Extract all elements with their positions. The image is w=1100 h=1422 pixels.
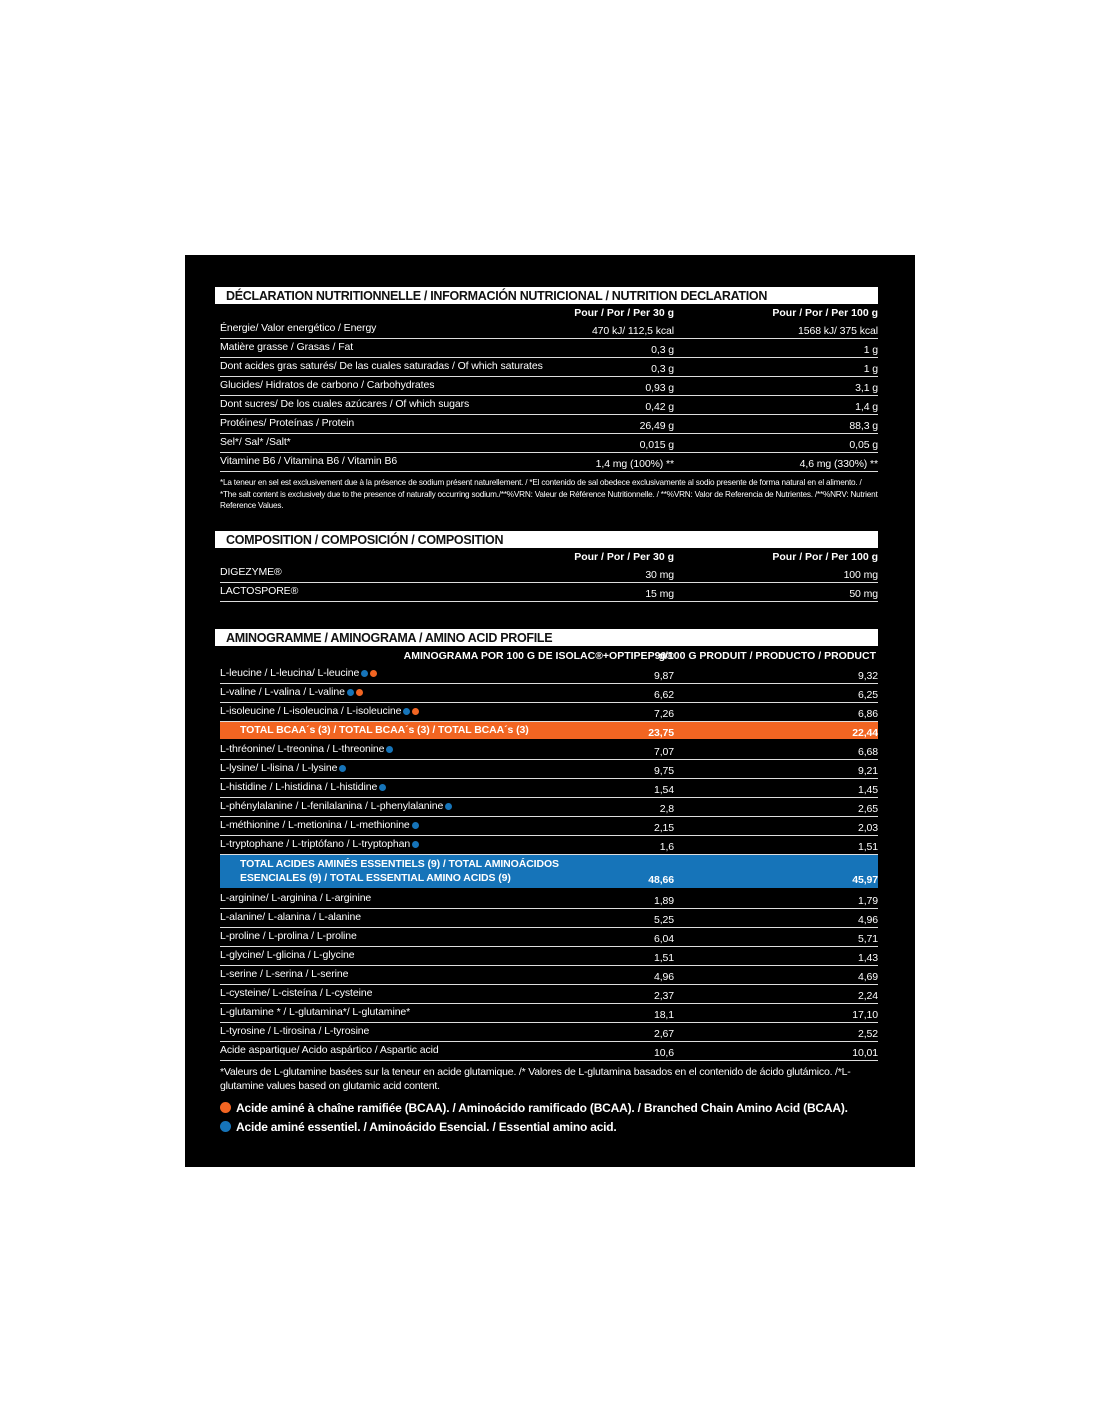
orange-dot-icon bbox=[412, 708, 419, 715]
blue-dot-icon bbox=[403, 708, 410, 715]
row-label bbox=[220, 758, 346, 778]
row-value-col1: 2,15 bbox=[653, 822, 674, 834]
orange-dot-icon bbox=[356, 689, 363, 696]
row-value-col2: 10,01 bbox=[852, 1047, 878, 1059]
row-value-col2: 6,25 bbox=[857, 689, 878, 701]
legend-essential-text: Acide aminé essentiel. / Aminoácido Esencial. / Essential amino acid. bbox=[236, 1120, 617, 1134]
row-value-col1: 4,96 bbox=[653, 971, 674, 983]
amino-acid-name: L-arginine/ L-arginina / L-arginine bbox=[220, 892, 372, 904]
blue-dot-icon bbox=[412, 841, 419, 848]
row-label: Énergie/ Valor energético / Energy bbox=[220, 322, 377, 334]
blue-dot-icon bbox=[386, 746, 393, 753]
row-value-col2: 9,32 bbox=[857, 670, 878, 682]
amino-acid-name: L-lysine/ L-lisina / L-lysine bbox=[220, 762, 338, 774]
blue-dot-icon bbox=[347, 689, 354, 696]
row-value-col1: 2,8 bbox=[659, 803, 674, 815]
table-row bbox=[220, 1042, 878, 1061]
row-label bbox=[220, 663, 377, 683]
row-value-col1: 0,3 g bbox=[651, 363, 674, 375]
row-value-col1: 5,25 bbox=[653, 914, 674, 926]
legend-essential bbox=[220, 1118, 878, 1137]
amino-acid-name: L-histidine / L-histidina / L-histidine bbox=[220, 781, 378, 793]
row-value-col1: 10,6 bbox=[653, 1047, 674, 1059]
row-value-col1: 9,75 bbox=[653, 765, 674, 777]
row-value-col1: 18,1 bbox=[653, 1009, 674, 1021]
composition-column-headers bbox=[215, 548, 878, 564]
amino-acid-name: L-tyrosine / L-tirosina / L-tyrosine bbox=[220, 1025, 370, 1037]
row-value-col2: 4,96 bbox=[857, 914, 878, 926]
row-label bbox=[220, 1021, 369, 1041]
amino-acid-name: L-proline / L-prolina / L-proline bbox=[220, 930, 357, 942]
row-value-col2: 88,3 g bbox=[849, 420, 878, 432]
row-label: Sel*/ Sal* /Salt* bbox=[220, 436, 291, 448]
amino-acid-name: TOTAL BCAA´s (3) / TOTAL BCAA´s (3) / TOTAL BCAA´s (3) bbox=[240, 724, 529, 736]
total-row-orange bbox=[220, 722, 878, 739]
row-label: Dont acides gras saturés/ De las cuales saturadas / Of which saturates bbox=[220, 360, 543, 372]
row-value-col2: 1,51 bbox=[857, 841, 878, 853]
row-label bbox=[220, 682, 363, 702]
row-value-col2: 22,44 bbox=[852, 727, 878, 739]
row-value-col2: 2,65 bbox=[857, 803, 878, 815]
row-value-col1: 7,26 bbox=[653, 708, 674, 720]
row-value-col2: 0,05 g bbox=[849, 439, 878, 451]
amino-section bbox=[215, 629, 878, 1137]
row-value-col1: 23,75 bbox=[648, 727, 674, 739]
row-label bbox=[220, 907, 361, 927]
row-label bbox=[220, 701, 419, 721]
row-value-col1: 48,66 bbox=[648, 874, 674, 886]
amino-footnote: *Valeurs de L-glutamine basées sur la teneur en acide glutamique. /* Valores de L-glutamina basados en el contenido de ácido glutámico. /*L-glutamine values based on glutamic acid content. bbox=[220, 1066, 851, 1092]
nutrition-table bbox=[215, 320, 878, 472]
row-value-col1: 1,4 mg (100%) ** bbox=[595, 458, 674, 470]
row-label bbox=[220, 815, 419, 835]
amino-acid-name: L-alanine/ L-alanina / L-alanine bbox=[220, 911, 361, 923]
row-label bbox=[240, 720, 529, 740]
blue-dot-icon bbox=[379, 784, 386, 791]
row-value-col1: 15 mg bbox=[645, 588, 674, 600]
col-per-100g-isolac: AMINOGRAMA POR 100 G DE ISOLAC®+OPTIPEP90® bbox=[403, 650, 674, 662]
row-value-col2: 2,52 bbox=[857, 1028, 878, 1040]
total-row-blue bbox=[220, 855, 878, 888]
row-value-col1: 9,87 bbox=[653, 670, 674, 682]
row-label: Matière grasse / Grasas / Fat bbox=[220, 341, 354, 353]
row-label bbox=[220, 1040, 439, 1060]
composition-table bbox=[215, 564, 878, 602]
blue-dot-icon bbox=[339, 765, 346, 772]
row-value-col1: 2,37 bbox=[653, 990, 674, 1002]
row-value-col1: 0,015 g bbox=[639, 439, 674, 451]
row-value-col1: 0,3 g bbox=[651, 344, 674, 356]
col-per-100g: Pour / Por / Per 100 g bbox=[772, 307, 878, 319]
col-per-100g: Pour / Por / Per 100 g bbox=[772, 551, 878, 563]
amino-table bbox=[215, 665, 878, 1061]
amino-acid-name: L-serine / L-serina / L-serine bbox=[220, 968, 349, 980]
row-label bbox=[220, 739, 393, 759]
blue-dot-icon bbox=[412, 822, 419, 829]
legend-bcaa-text: Acide aminé à chaîne ramifiée (BCAA). / Aminoácido ramificado (BCAA). / Branched Chain Amino Acid (BCAA). bbox=[236, 1101, 848, 1115]
col-per-100g-product: g/100 G PRODUIT / PRODUCTO / PRODUCT bbox=[658, 650, 876, 662]
row-label bbox=[220, 945, 355, 965]
row-value-col2: 100 mg bbox=[843, 569, 878, 581]
row-value-col2: 1,4 g bbox=[855, 401, 878, 413]
amino-acid-name: L-isoleucine / L-isoleucina / L-isoleucine bbox=[220, 705, 402, 717]
row-value-col2: 2,03 bbox=[857, 822, 878, 834]
amino-acid-name: L-thréonine/ L-treonina / L-threonine bbox=[220, 743, 385, 755]
col-per-30g: Pour / Por / Per 30 g bbox=[574, 551, 674, 563]
row-value-col1: 6,62 bbox=[653, 689, 674, 701]
composition-section bbox=[215, 531, 878, 602]
amino-acid-name: L-cysteine/ L-cisteína / L-cysteine bbox=[220, 987, 373, 999]
col-per-30g: Pour / Por / Per 30 g bbox=[574, 307, 674, 319]
row-value-col1: 0,42 g bbox=[645, 401, 674, 413]
row-label: DIGEZYME® bbox=[220, 566, 282, 578]
row-value-col1: 1,89 bbox=[653, 895, 674, 907]
row-label bbox=[220, 983, 372, 1003]
amino-acid-name: L-valine / L-valina / L-valine bbox=[220, 686, 345, 698]
row-value-col2: 4,6 mg (330%) ** bbox=[799, 458, 878, 470]
blue-dot-icon bbox=[445, 803, 452, 810]
blue-dot-icon bbox=[220, 1121, 231, 1132]
table-row bbox=[220, 415, 878, 434]
row-value-col1: 30 mg bbox=[645, 569, 674, 581]
row-label: Vitamine B6 / Vitamina B6 / Vitamin B6 bbox=[220, 455, 398, 467]
row-label: Dont sucres/ De los cuales azúcares / Of which sugars bbox=[220, 398, 470, 410]
row-value-col2: 17,10 bbox=[852, 1009, 878, 1021]
amino-acid-name: L-méthionine / L-metionina / L-methionine bbox=[220, 819, 410, 831]
row-value-col2: 1,43 bbox=[857, 952, 878, 964]
orange-dot-icon bbox=[370, 670, 377, 677]
row-value-col1: 6,04 bbox=[653, 933, 674, 945]
row-label bbox=[220, 888, 371, 908]
amino-acid-name: L-phénylalanine / L-fenilalanina / L-phenylalanine bbox=[220, 800, 444, 812]
row-value-col2: 1,79 bbox=[857, 895, 878, 907]
amino-title: AMINOGRAMME / AMINOGRAMA / AMINO ACID PROFILE bbox=[215, 629, 878, 646]
row-label bbox=[220, 796, 452, 816]
composition-title: COMPOSITION / COMPOSICIÓN / COMPOSITION bbox=[215, 531, 878, 548]
row-value-col1: 2,67 bbox=[653, 1028, 674, 1040]
row-label: Protéines/ Proteínas / Protein bbox=[220, 417, 355, 429]
amino-acid-name: L-leucine / L-leucina/ L-leucine bbox=[220, 667, 360, 679]
table-row bbox=[220, 564, 878, 583]
row-value-col2: 2,24 bbox=[857, 990, 878, 1002]
row-value-col2: 1 g bbox=[863, 363, 878, 375]
row-label bbox=[220, 1002, 410, 1022]
row-value-col2: 6,86 bbox=[857, 708, 878, 720]
table-row bbox=[220, 583, 878, 602]
row-label: LACTOSPORE® bbox=[220, 585, 299, 597]
row-value-col1: 7,07 bbox=[653, 746, 674, 758]
nutrition-label-panel bbox=[185, 255, 915, 1167]
row-value-col2: 4,69 bbox=[857, 971, 878, 983]
row-label bbox=[220, 777, 386, 797]
row-value-col1: 1,51 bbox=[653, 952, 674, 964]
row-label bbox=[220, 834, 419, 854]
row-label bbox=[240, 857, 600, 885]
row-value-col2: 6,68 bbox=[857, 746, 878, 758]
nutrition-title: DÉCLARATION NUTRITIONNELLE / INFORMACIÓN NUTRICIONAL / NUTRITION DECLARATION bbox=[215, 287, 878, 304]
row-value-col2: 3,1 g bbox=[855, 382, 878, 394]
legend-bcaa bbox=[220, 1099, 878, 1118]
amino-acid-name: L-glutamine * / L-glutamina*/ L-glutamine* bbox=[220, 1006, 411, 1018]
row-value-col1: 1,54 bbox=[653, 784, 674, 796]
table-row bbox=[220, 453, 878, 472]
row-label: Glucides/ Hidratos de carbono / Carbohydrates bbox=[220, 379, 435, 391]
row-value-col2: 1568 kJ/ 375 kcal bbox=[797, 325, 878, 337]
nutrition-section bbox=[215, 287, 878, 512]
amino-acid-name: Acide aspartique/ Acido aspártico / Aspartic acid bbox=[220, 1044, 439, 1056]
amino-acid-name: L-glycine/ L-glicina / L-glycine bbox=[220, 949, 355, 961]
row-value-col2: 1 g bbox=[863, 344, 878, 356]
row-value-col2: 5,71 bbox=[857, 933, 878, 945]
table-row bbox=[220, 836, 878, 855]
amino-acid-name: L-tryptophane / L-triptófano / L-tryptophan bbox=[220, 838, 411, 850]
nutrition-footnote: *La teneur en sel est exclusivement due à la présence de sodium présent naturellement. / *El contenido de sal obedece exclusivamente al sodio presente de forma natural en el alimento. / *The salt content is exclusively due to the presence of naturally occurring sodium./**%VRN: Valeur de Référence Nutritionnelle. / **%VRN: Valor de Referencia de Nutrientes. /**%NRV: Nutrient Reference Values. bbox=[220, 478, 878, 510]
row-label bbox=[220, 926, 357, 946]
row-value-col2: 1,45 bbox=[857, 784, 878, 796]
row-value-col2: 9,21 bbox=[857, 765, 878, 777]
row-value-col2: 45,97 bbox=[852, 874, 878, 886]
row-value-col1: 1,6 bbox=[659, 841, 674, 853]
row-value-col1: 26,49 g bbox=[639, 420, 674, 432]
orange-dot-icon bbox=[220, 1102, 231, 1113]
row-value-col2: 50 mg bbox=[849, 588, 878, 600]
blue-dot-icon bbox=[361, 670, 368, 677]
row-label bbox=[220, 964, 348, 984]
row-value-col1: 470 kJ/ 112,5 kcal bbox=[591, 325, 674, 337]
row-value-col1: 0,93 g bbox=[645, 382, 674, 394]
amino-acid-name: TOTAL ACIDES AMINÉS ESSENTIELS (9) / TOTAL AMINOÁCIDOS ESENCIALES (9) / TOTAL ESSENTIAL AMINO ACIDS (9) bbox=[240, 858, 559, 884]
